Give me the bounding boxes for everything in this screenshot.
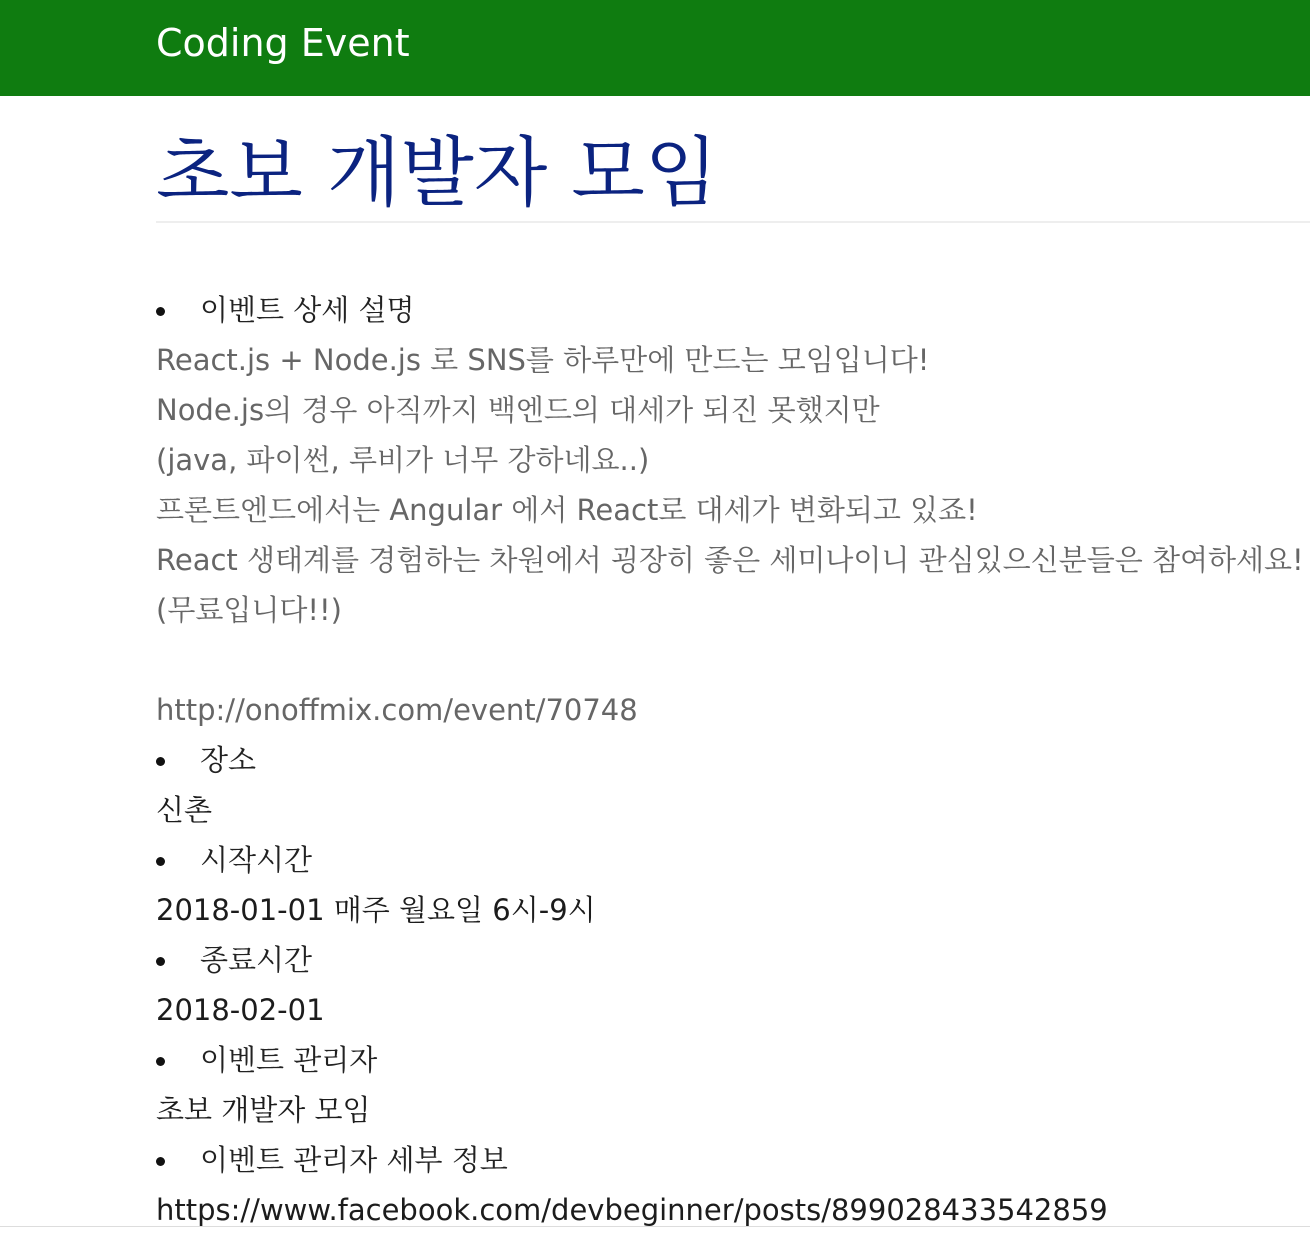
- page-title: 초보 개발자 모임: [156, 128, 719, 217]
- description-heading: 이벤트 상세 설명: [200, 293, 415, 327]
- organizer-details-value: https://www.facebook.com/devbeginner/posts/899028433542859: [156, 1193, 1108, 1227]
- description-line: (무료입니다!!): [156, 593, 342, 627]
- end-time-value: 2018-02-01: [156, 993, 325, 1027]
- end-time-heading: 종료시간: [200, 943, 313, 977]
- organizer-details-heading: 이벤트 관리자 세부 정보: [200, 1143, 508, 1177]
- list-item-description: [156, 285, 1306, 335]
- bullet-icon: [156, 957, 165, 966]
- start-time-value: 2018-01-01 매주 월요일 6시-9시: [156, 893, 596, 927]
- list-item-start-time: [156, 835, 1306, 885]
- location-heading: 장소: [200, 743, 257, 777]
- start-time-heading: 시작시간: [200, 843, 313, 877]
- event-link: http://onoffmix.com/event/70748: [156, 693, 638, 727]
- bullet-icon: [156, 757, 165, 766]
- event-details: [156, 285, 1306, 1235]
- list-item-organizer: [156, 1035, 1306, 1085]
- title-divider: [156, 221, 1310, 223]
- viewport-bottom-divider: [0, 1226, 1310, 1227]
- list-item-end-time: [156, 935, 1306, 985]
- bullet-icon: [156, 857, 165, 866]
- list-item-organizer-details: [156, 1135, 1306, 1185]
- bullet-icon: [156, 1057, 165, 1066]
- description-line: Node.js의 경우 아직까지 백엔드의 대세가 되진 못했지만: [156, 393, 880, 427]
- description-line: (java, 파이썬, 루비가 너무 강하네요..): [156, 443, 650, 477]
- description-line: React 생태계를 경험하는 차원에서 굉장히 좋은 세미나이니 관심있으신분들은 참여하세요!: [156, 543, 1304, 577]
- description-spacer: [156, 635, 1306, 685]
- list-item-location: [156, 735, 1306, 785]
- description-line: 프론트엔드에서는 Angular 에서 React로 대세가 변화되고 있죠!: [156, 493, 978, 527]
- location-value: 신촌: [156, 793, 213, 827]
- organizer-value: 초보 개발자 모임: [156, 1093, 371, 1127]
- organizer-heading: 이벤트 관리자: [200, 1043, 378, 1077]
- bullet-icon: [156, 307, 165, 316]
- bullet-icon: [156, 1157, 165, 1166]
- navbar: [0, 0, 1310, 96]
- brand-link[interactable]: Coding Event: [156, 21, 410, 65]
- description-line: React.js + Node.js 로 SNS를 하루만에 만드는 모임입니다!: [156, 343, 930, 377]
